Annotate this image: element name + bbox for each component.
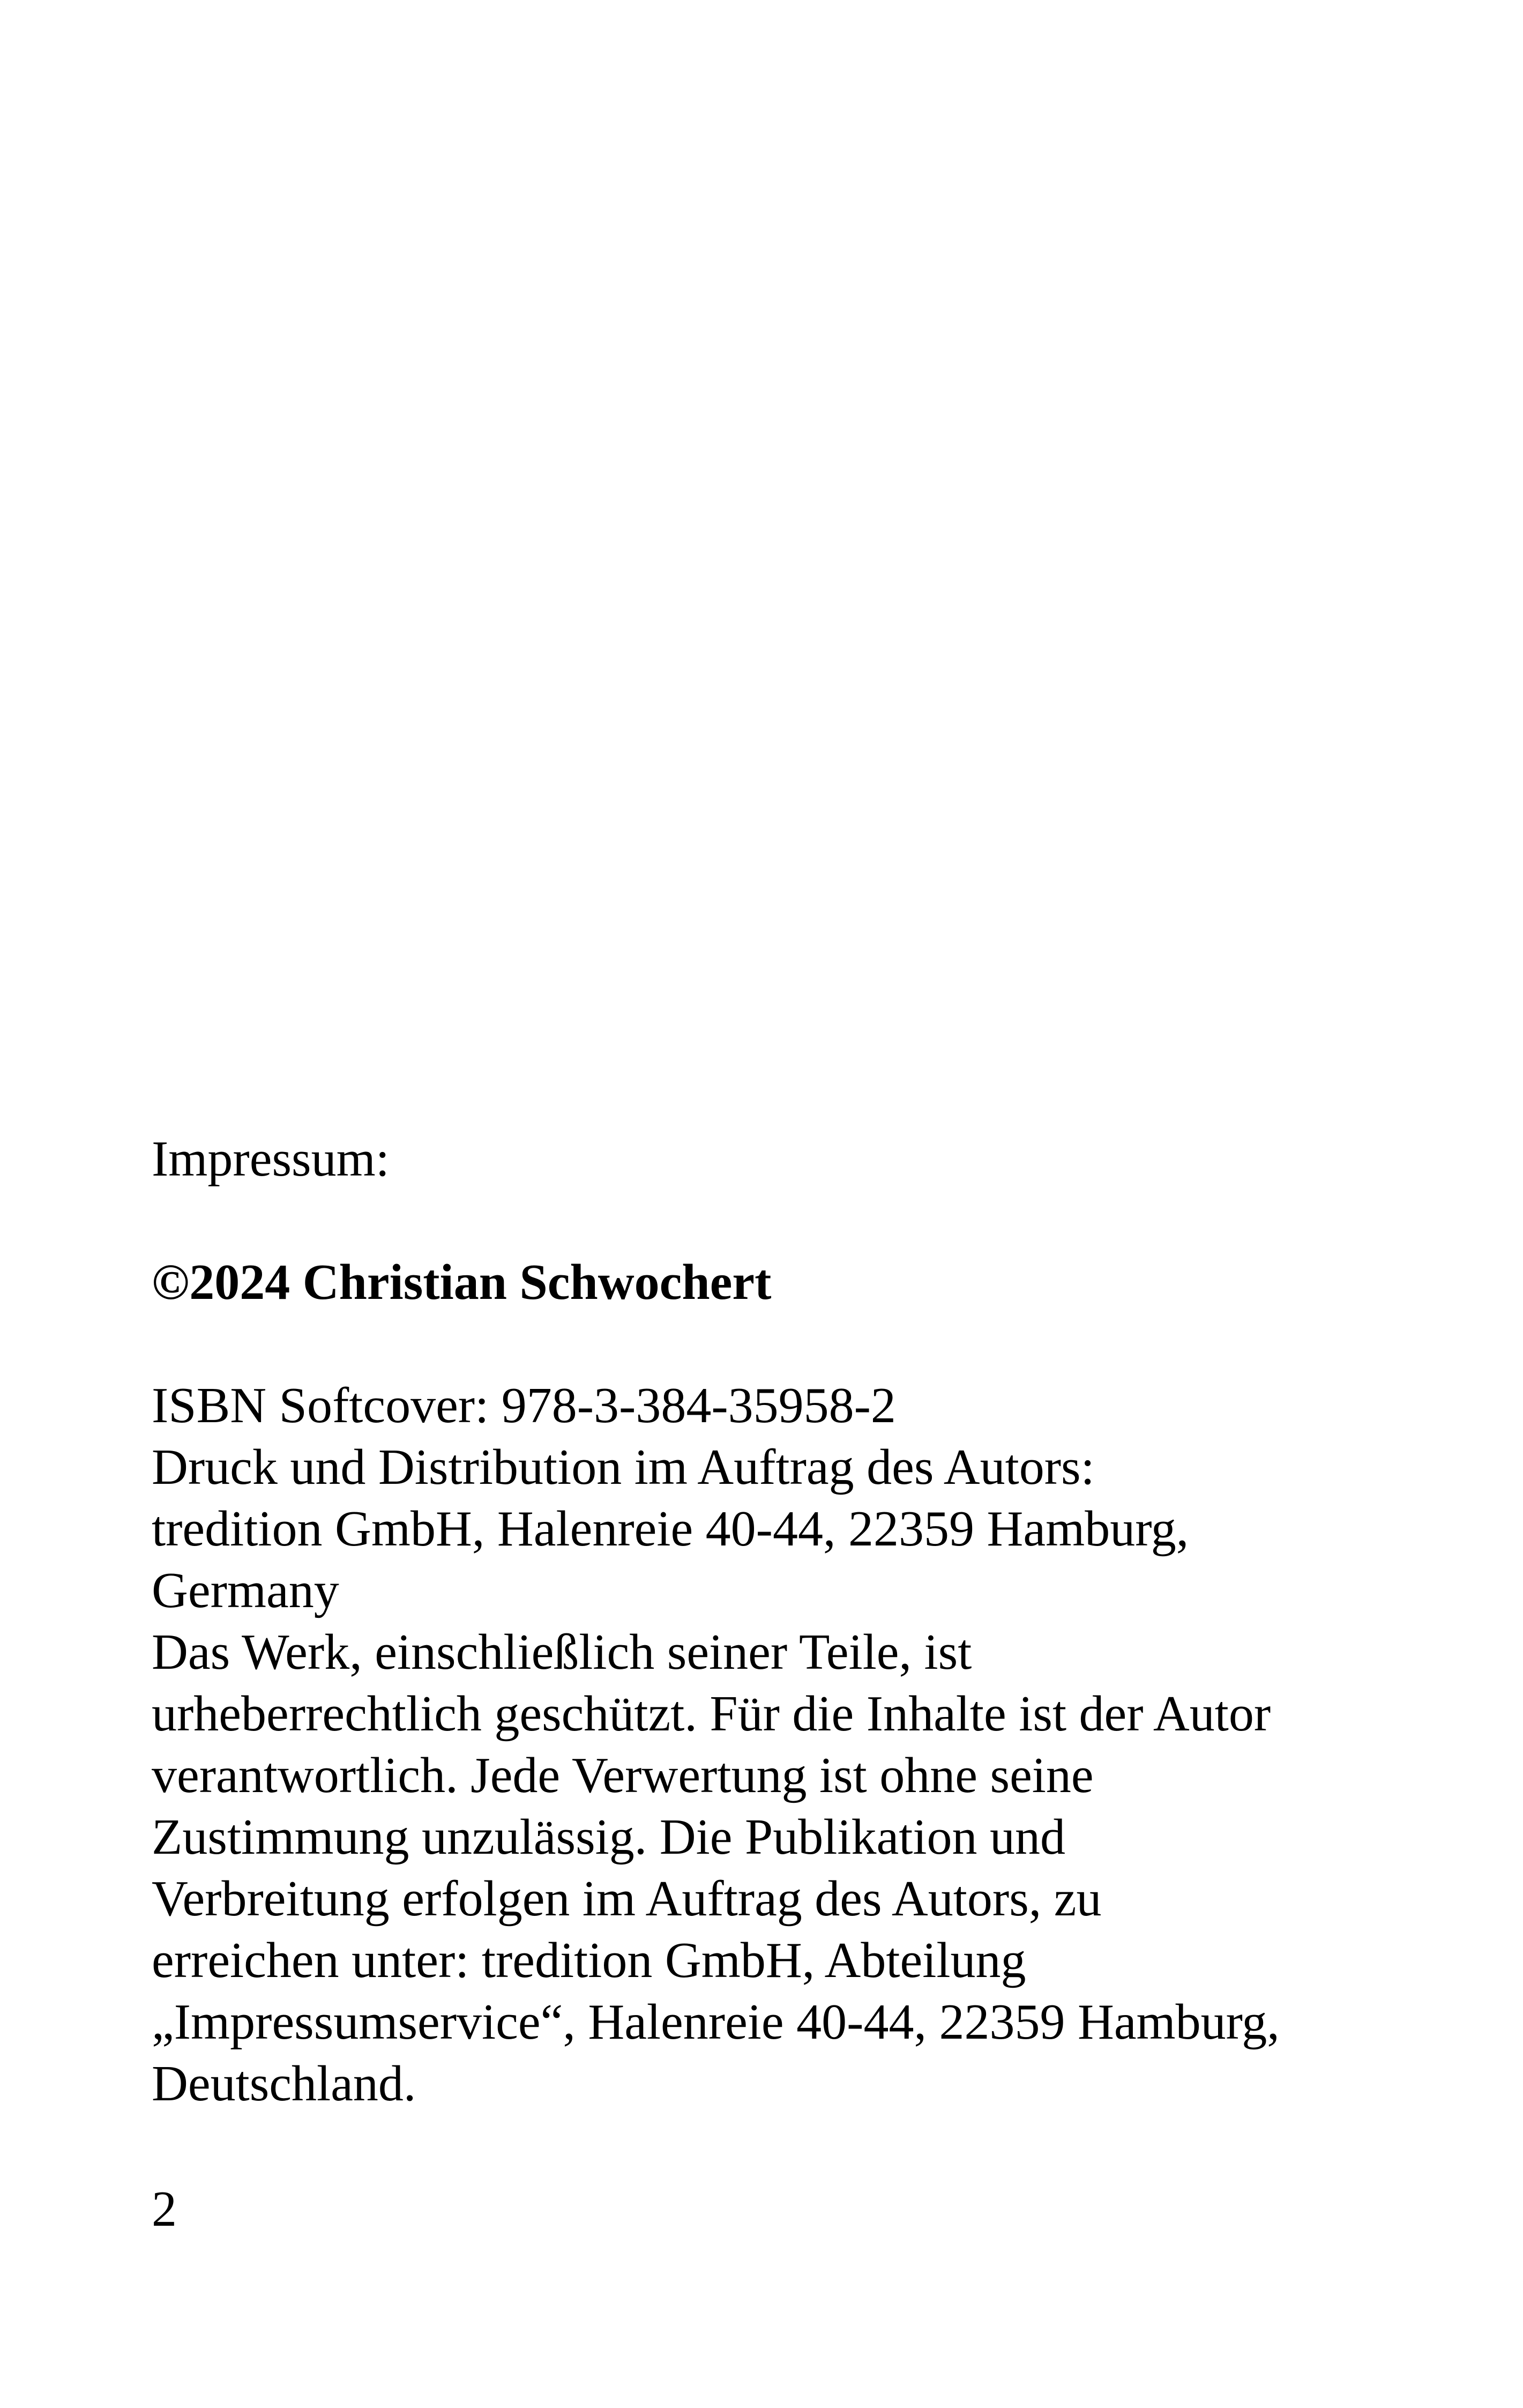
- page-number: 2: [152, 2181, 177, 2237]
- impressum-heading: Impressum:: [152, 1131, 390, 1187]
- publisher-address-line: tredition GmbH, Halenreie 40-44, 22359 Hamburg,: [152, 1501, 1189, 1557]
- print-distribution-line: Druck und Distribution im Auftrag des Autors:: [152, 1439, 1095, 1495]
- copyright-notice-line: Verbreitung erfolgen im Auftrag des Autors, zu: [152, 1871, 1102, 1927]
- copyright-notice-line: Das Werk, einschließlich seiner Teile, ist: [152, 1624, 972, 1680]
- copyright-notice-line: verantwortlich. Jede Verwertung ist ohne seine: [152, 1748, 1094, 1803]
- impressum-details: [152, 1375, 1395, 2115]
- copyright-notice-line: urheberrechtlich geschützt. Für die Inhalte ist der Autor: [152, 1686, 1271, 1742]
- impressum-block: [152, 1128, 1395, 2115]
- copyright-notice-line: Zustimmung unzulässig. Die Publikation und: [152, 1809, 1065, 1865]
- contact-address-line: „Impressumservice“, Halenreie 40-44, 22359 Hamburg,: [152, 1994, 1280, 2050]
- isbn-line: ISBN Softcover: 978-3-384-35958-2: [152, 1378, 896, 1433]
- publisher-country-line: Germany: [152, 1563, 339, 1618]
- copyright-line: ©2024 Christian Schwochert: [152, 1254, 772, 1310]
- contact-country-line: Deutschland.: [152, 2056, 416, 2112]
- contact-line: erreichen unter: tredition GmbH, Abteilung: [152, 1933, 1026, 1988]
